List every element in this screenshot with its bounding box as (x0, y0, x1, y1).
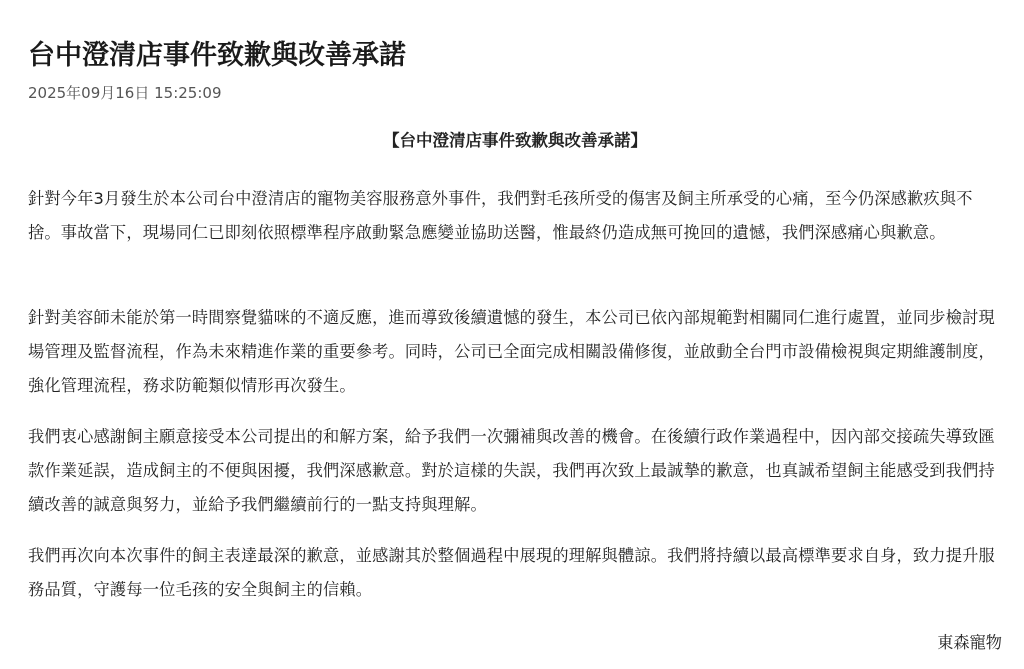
paragraph-1: 針對今年3月發生於本公司台中澄清店的寵物美容服務意外事件，我們對毛孩所受的傷害及飼主所承受的心痛，至今仍深感歉疚與不捨。事故當下，現場同仁已即刻依照標準程序啟動緊急應變並協助送醫，惟最終仍造成無可挽回的遺憾，我們深感痛心與歉意。 (28, 189, 973, 242)
paragraph-3: 我們衷心感謝飼主願意接受本公司提出的和解方案，給予我們一次彌補與改善的機會。在後續行政作業過程中，因內部交接疏失導致匯款作業延誤，造成飼主的不便與困擾，我們深感歉意。對於這樣的失誤，我們再次致上最誠摯的歉意，也真誠希望飼主能感受到我們持續改善的誠意與努力，並給予我們繼續前行的一點支持與理解。 (28, 427, 995, 514)
paragraph-4: 我們再次向本次事件的飼主表達最深的歉意，並感謝其於整個過程中展現的理解與體諒。我們將持續以最高標準要求自身，致力提升服務品質，守護每一位毛孩的安全與飼主的信賴。 (28, 546, 995, 599)
publish-timestamp: 2025年09月16日 15:25:09 (28, 84, 222, 102)
paragraph-2: 針對美容師未能於第一時間察覺貓咪的不適反應，進而導致後續遺憾的發生，本公司已依內部規範對相關同仁進行處置，並同步檢討現場管理及監督流程，作為未來精進作業的重要參考。同時，公司已全面完成相關設備修復，並啟動全台門市設備檢視與定期維護制度，強化管理流程，務求防範類似情形再次發生。 (28, 308, 995, 395)
company-signature: 東森寵物 (937, 633, 1002, 652)
article-title: 台中澄清店事件致歉與改善承諾 (28, 40, 406, 72)
statement-heading: 【台中澄清店事件致歉與改善承諾】 (383, 131, 647, 150)
